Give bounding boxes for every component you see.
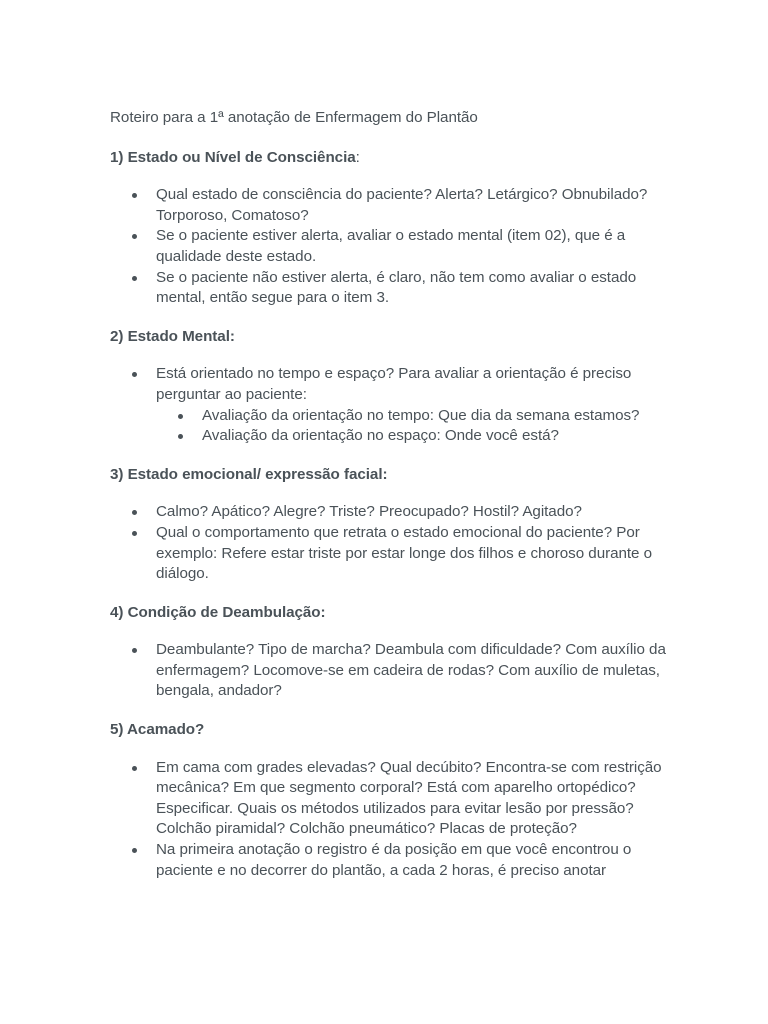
list-item: Na primeira anotação o registro é da posição em que você encontrou o paciente e no decorrer do plantão, a cada 2 horas, é preciso anotar [110, 840, 670, 881]
list-item [110, 364, 670, 446]
list-item: Qual o comportamento que retrata o estado emocional do paciente? Por exemplo: Refere estar triste por estar longe dos filhos e choroso durante o diálogo. [110, 523, 670, 585]
list-item-text: Está orientado no tempo e espaço? Para avaliar a orientação é preciso perguntar ao paciente: [156, 365, 632, 403]
section-3-heading: 3) Estado emocional/ expressão facial: [110, 465, 388, 483]
section-2-list [110, 364, 670, 446]
section-1-heading-colon: : [355, 148, 360, 166]
section-1-heading [110, 148, 670, 169]
list-item: Se o paciente não estiver alerta, é claro, não tem como avaliar o estado mental, então segue para o item 3. [110, 268, 670, 309]
section-1-list [110, 185, 670, 309]
section-3-list [110, 502, 670, 584]
document-title: Roteiro para a 1ª anotação de Enfermagem do Plantão [110, 109, 478, 126]
section-5-list [110, 758, 670, 882]
list-item: Se o paciente estiver alerta, avaliar o estado mental (item 02), que é a qualidade deste estado. [110, 226, 670, 267]
document-page [110, 108, 670, 899]
list-item: Calmo? Apático? Alegre? Triste? Preocupado? Hostil? Agitado? [110, 502, 670, 523]
list-item: Deambulante? Tipo de marcha? Deambula com dificuldade? Com auxílio da enfermagem? Locomove-se em cadeira de rodas? Com auxílio de muletas, bengala, andador? [110, 640, 670, 702]
list-item: Qual estado de consciência do paciente? Alerta? Letárgico? Obnubilado? Torporoso, Comatoso? [110, 185, 670, 226]
section-5-heading: 5) Acamado? [110, 721, 205, 739]
sub-list-item: Avaliação da orientação no espaço: Onde você está? [156, 426, 670, 447]
list-item: Em cama com grades elevadas? Qual decúbito? Encontra-se com restrição mecânica? Em que segmento corporal? Está com aparelho ortopédico? Especificar. Quais os métodos utilizados para evitar lesão por pressão? Colchão piramidal? Colchão pneumático? Placas de proteção? [110, 758, 670, 840]
section-2-sublist [156, 406, 670, 447]
sub-list-item: Avaliação da orientação no tempo: Que dia da semana estamos? [156, 406, 670, 427]
section-1-heading-text: 1) Estado ou Nível de Consciência [110, 148, 356, 166]
section-4-heading: 4) Condição de Deambulação: [110, 603, 326, 621]
section-2-heading: 2) Estado Mental: [110, 327, 235, 345]
section-4-list [110, 640, 670, 702]
